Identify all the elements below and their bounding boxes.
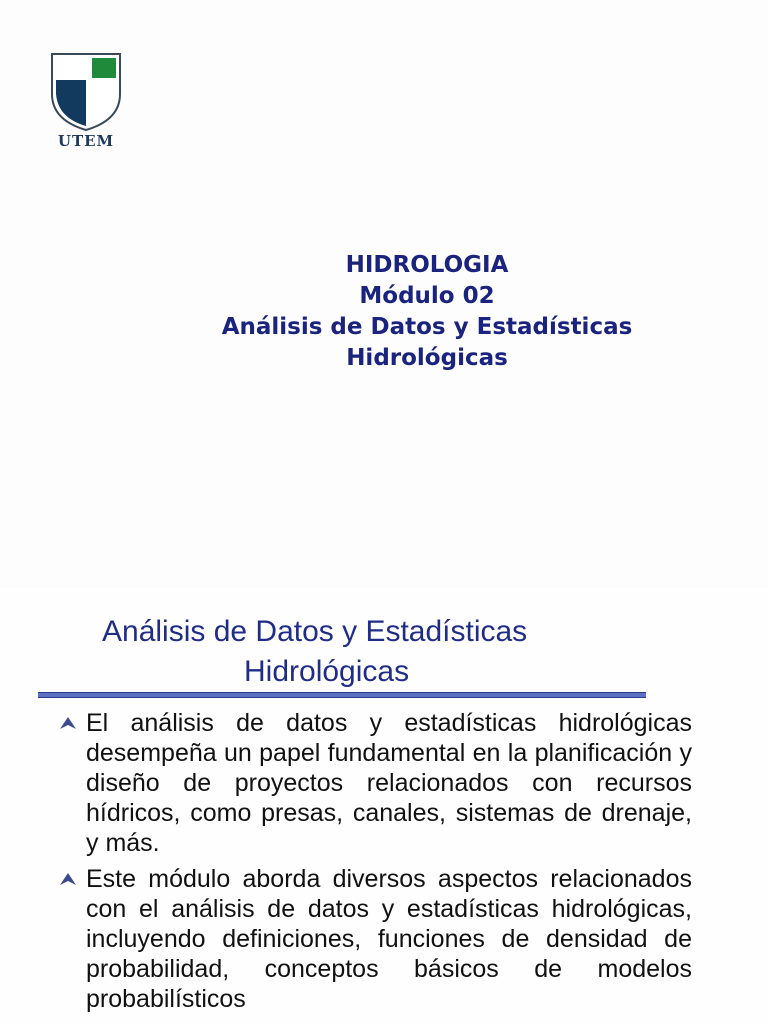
logo-text: UTEM — [57, 132, 115, 150]
slide-title — [100, 250, 754, 374]
title-line: HIDROLOGIA — [345, 252, 509, 278]
title-underline — [38, 692, 646, 698]
heading-line: Hidrológicas — [244, 655, 410, 688]
bullet-arrow-icon — [60, 717, 76, 729]
list-item — [60, 864, 692, 1014]
utem-logo — [44, 50, 128, 154]
shield-icon — [44, 50, 128, 134]
list-item — [60, 708, 692, 858]
title-line: Módulo 02 — [359, 283, 495, 309]
slide-heading — [40, 612, 646, 692]
title-line: Hidrológicas — [346, 345, 508, 371]
title-line: Análisis de Datos y Estadísticas — [221, 314, 633, 340]
heading-line: Análisis de Datos y Estadísticas — [102, 615, 528, 648]
bullet-list — [60, 708, 692, 1020]
bullet-arrow-icon — [60, 873, 76, 885]
bullet-text: El análisis de datos y estadísticas hidrológicas desempeña un papel fundamental en la planificación y diseño de proyectos relacionados con recursos hídricos, como presas, canales, sistemas de drenaje, y más. — [86, 709, 692, 857]
content-slide — [0, 592, 768, 1024]
bullet-text: Este módulo aborda diversos aspectos relacionados con el análisis de datos y estadísticas hidrológicas, incluyendo definiciones, funciones de densidad de probabilidad, conceptos básicos de modelos probabilísticos — [86, 865, 692, 1013]
